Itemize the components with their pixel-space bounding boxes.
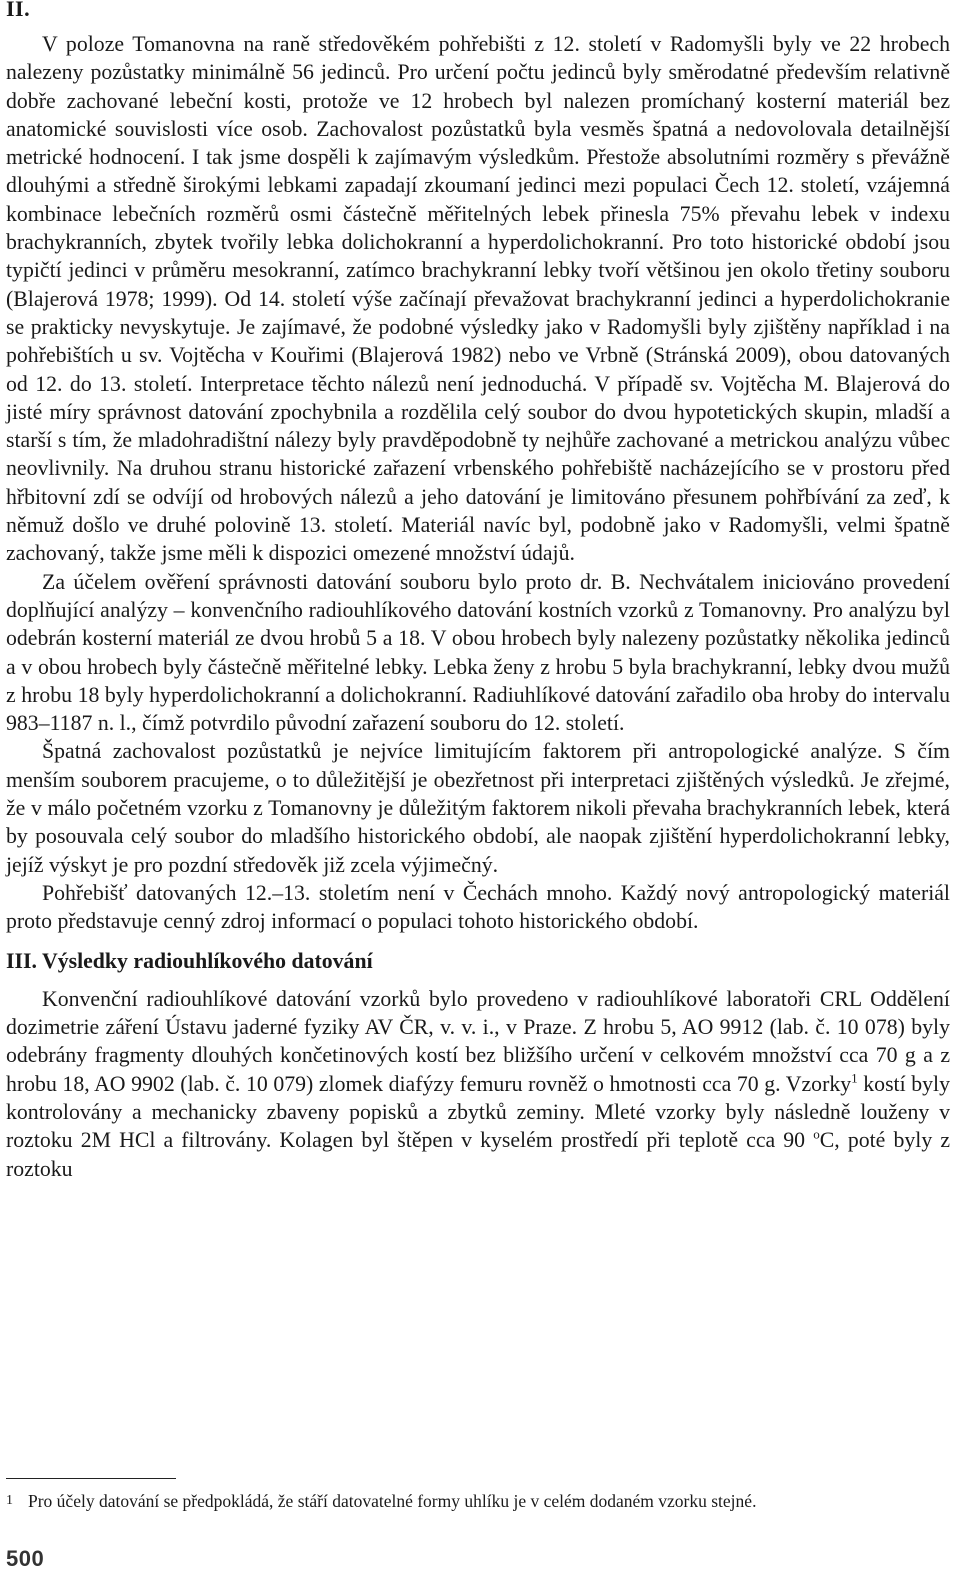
paragraph: Za účelem ověření správnosti datování souboru bylo proto dr. B. Nechvátalem iniciováno provedení doplňující analýzy – konvenčního radiouhlíkového datování kostních vzorků z Tomanovny. Pro analýzu byl odebrán kosterní materiál ze dvou hrobů 5 a 18. V obou hrobech byly nalezeny pozůstatky několika jedinců a v obou hrobech byly částečně měřitelné lebky. Lebka ženy z hrobu 5 byla brachykranní, lebky dvou mužů z hrobu 18 byly hyperdolichokranní a dolichokranní. Radiuhlíkové datování zařadilo oba hroby do intervalu 983–1187 n. l., čímž potvrdilo původní zařazení souboru do 12. století. [6, 569, 950, 736]
section-heading: III. Výsledky radiouhlíkového datování [6, 948, 373, 973]
previous-section-heading: II. [6, 0, 31, 21]
paragraph: V poloze Tomanovna na raně středověkém pohřebišti z 12. století v Radomyšli byly ve 22 hrobech nalezeny pozůstatky minimálně 56 jedinců. Pro určení počtu jedinců byly směrodatné především relativně dobře zachované lebeční kosti, protože ve 12 hrobech byl nalezen promíchaný kosterní materiál bez anatomické souvislosti více osob. Zachovalost pozůstatků byla vesměs špatná a nedovolovala detailnější metrické hodnocení. I tak jsme dospěli k zajímavým výsledkům. Přestože absolutními rozměry s převážně dlouhými a středně širokými lebkami zapadají zkoumaní jedinci mezi populaci Čech 12. století, vzájemná kombinace lebečních rozměrů osmi částečně měřitelných lebek přinesla 75% převahu lebek v indexu brachykranních, zbytek tvořily lebka dolichokranní a hyperdolichokranní. Pro toto historické období jsou typičtí jedinci v průměru mesokranní, zatímco brachykranní lebky tvoří většinou jen okolo třetiny souboru (Blajerová 1978; 1999). Od 14. století výše začínají převažovat brachykranní jedinci a hyperdolichokranie se prakticky nevyskytuje. Je zajímavé, že podobné výsledky jako v Radomyšli byly zjištěny například i na pohřebištích u sv. Vojtěcha v Kouřimi (Blajerová 1982) nebo ve Vrbně (Stránská 2009), obou datovaných od 12. do 13. století. Interpretace těchto nálezů není jednoduchá. V případě sv. Vojtěcha M. Blajerová do jisté míry správnost datování zpochybnila a rozdělila celý soubor do dvou hypotetických skupin, mladší a starší s tím, že mladohradištní nálezy byly pravděpodobně ty nejhůře zachované a metrickou analýzu vůbec neovlivnily. Na druhou stranu historické zařazení vrbenského pohřebiště nacházejícího se v prostoru před hřbitovní zdí se odvíjí od hrobových nálezů a jeho datování je limitováno přesunem pohřbívání za zeď, k němuž došlo ve druhé polovině 13. století. Materiál navíc byl, podobně jako v Radomyšli, velmi špatně zachovaný, takže jsme měli k dispozici omezené množství údajů. [6, 32, 950, 566]
section-text-part: Konvenční radiouhlíkové datování vzorků bylo provedeno v radiouhlíkové laboratoři CRL Oddělení dozimetrie záření Ústavu jaderné fyziky AV ČR, v. v. i., v Praze. Z hrobu 5, AO 9912 (lab. č. 10 078) byly odebrány fragmenty dlouhých končetinových kostí bez bližšího určení v celkovém množství cca 70 g a z hrobu 18, AO 9902 (lab. č. 10 079) zlomek diafýzy femuru rovněž o hmotnosti cca 70 g. Vzorky [6, 986, 950, 1096]
section-paragraph [6, 985, 950, 1183]
paragraph: Špatná zachovalost pozůstatků je nejvíce limitujícím faktorem při antropologické analýze. S čím menším souborem pracujeme, o to důležitější je obezřetnost při interpretaci zjištěných výsledků. Je zřejmé, že v málo početném vzorku z Tomanovny je důležitým faktorem nikoli převaha brachykranních lebek, která by posouvala celý soubor do mladšího historického období, ale naopak zjištění hyperdolichokranní lebky, jejíž výskyt je pro pozdní středověk již zcela výjimečný. [6, 739, 950, 877]
degree-superscript: o [813, 1127, 820, 1143]
footnote-reference: 1 [851, 1070, 858, 1086]
body-text [6, 30, 950, 1183]
section-text-part: C, poté byly z roztoku [6, 1128, 950, 1181]
footnote-divider [6, 1478, 176, 1479]
page-number: 500 [6, 1546, 45, 1571]
footnote [6, 1490, 950, 1512]
section-text-part: kostí byly kontrolovány a mechanicky zbaveny popisků a zbytků zeminy. Mleté vzorky byly následně louženy v roztoku 2M HCl a filtrovány. Kolagen byl štěpen v kyselém prostředí při teplotě cca 90 [6, 1071, 950, 1153]
paragraph: Pohřebišť datovaných 12.–13. stoletím není v Čechách mnoho. Každý nový antropologický materiál proto představuje cenný zdroj informací o populaci tohoto historického období. [6, 880, 950, 934]
footnote-number: 1 [6, 1493, 13, 1508]
footnote-text: Pro účely datování se předpokládá, že stáří datovatelné formy uhlíku je v celém dodaném vzorku stejné. [28, 1491, 757, 1511]
